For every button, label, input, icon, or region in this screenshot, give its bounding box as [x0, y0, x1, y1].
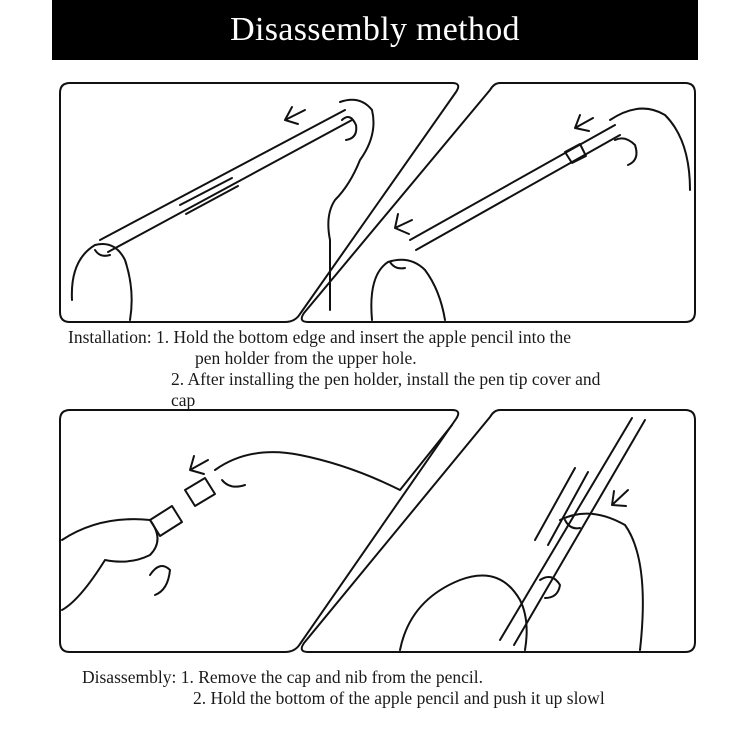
disassembly-label: Disassembly:: [82, 667, 177, 687]
page-title: Disassembly method: [230, 11, 520, 48]
illustration-install-cap: [302, 83, 695, 322]
illustration-remove-cap: [60, 410, 458, 652]
installation-step-1: 1. Hold the bottom edge and insert the apple pencil into the: [155, 327, 572, 347]
disassembly-step-1: 1. Remove the cap and nib from the pencil.: [180, 667, 483, 687]
installation-step-2: 2. After installing the pen holder, install the pen tip cover and: [171, 369, 601, 389]
illustration-push-pencil-out: [302, 410, 695, 652]
disassembly-step-2: 2. Hold the bottom of the apple pencil and push it up slowl: [193, 688, 605, 708]
disassembly-instructions: [82, 667, 605, 709]
installation-step-2-cont: cap: [171, 390, 196, 410]
installation-instructions: [68, 327, 600, 411]
installation-step-1-cont: pen holder from the upper hole.: [195, 348, 417, 368]
installation-label: Installation:: [68, 327, 152, 347]
illustration-insert-pencil: [60, 83, 458, 322]
